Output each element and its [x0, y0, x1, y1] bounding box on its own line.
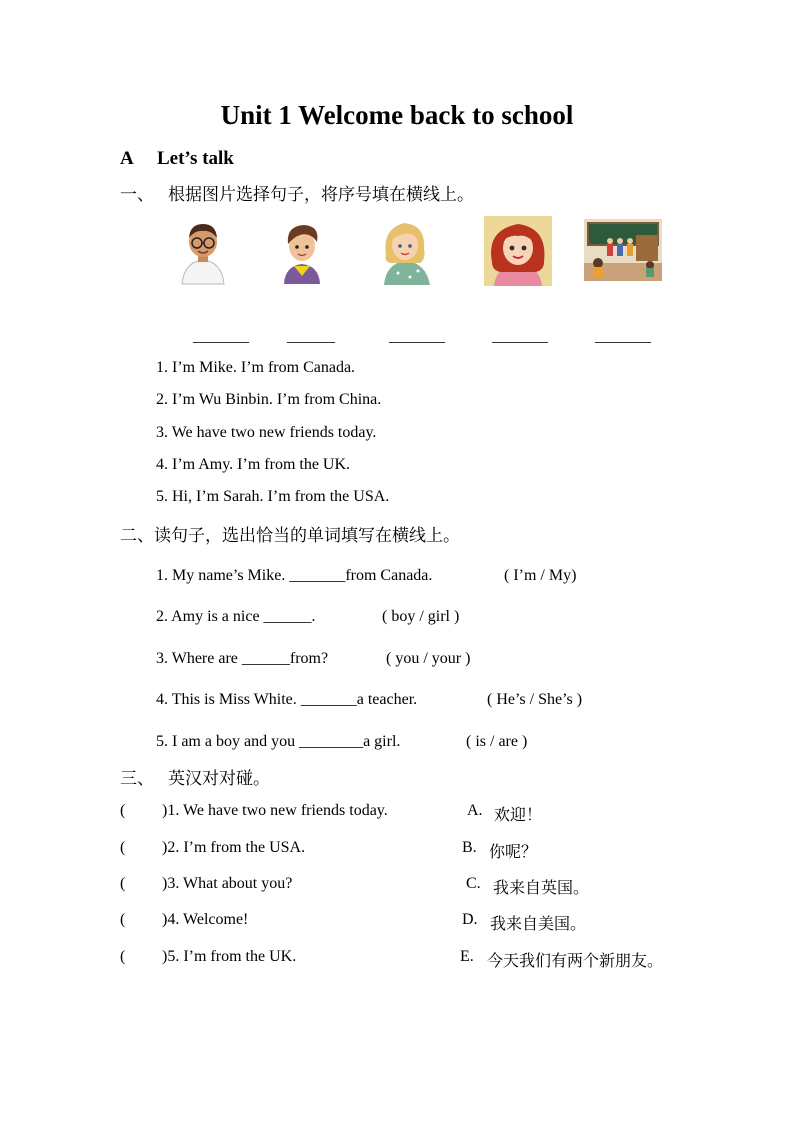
girl-amy-icon: [376, 215, 436, 285]
answer-blank-1[interactable]: _______: [193, 328, 249, 345]
fill-sentence: 1. My name’s Mike. _______from Canada.: [156, 567, 433, 584]
list-item: 2. I’m Wu Binbin. I’m from China.: [156, 391, 382, 408]
answer-blank-2[interactable]: ______: [287, 328, 335, 345]
word-options: ( I’m / My): [504, 567, 577, 584]
list-item: 5. Hi, I’m Sarah. I’m from the USA.: [156, 488, 390, 505]
section2-heading: 二、读句子，选出恰当的单词填写在横线上。: [120, 526, 460, 546]
list-item: 3. We have two new friends today.: [156, 424, 377, 441]
classroom-icon: [584, 219, 662, 281]
match-english: )3. What about you?: [162, 875, 293, 892]
match-chinese: 我来自英国。: [493, 878, 590, 897]
match-letter: C.: [466, 875, 481, 892]
boy-mike-icon: [178, 218, 228, 286]
match-english: )1. We have two new friends today.: [162, 802, 388, 819]
match-chinese: 今天我们有两个新朋友。: [487, 951, 664, 970]
match-paren[interactable]: (: [120, 875, 126, 892]
match-english: )5. I’m from the UK.: [162, 948, 297, 965]
fill-sentence: 4. This is Miss White. _______a teacher.: [156, 691, 418, 708]
word-options: ( is / are ): [466, 733, 528, 750]
page-title: Unit 1 Welcome back to school: [220, 100, 574, 130]
word-options: ( He’s / She’s ): [487, 691, 583, 708]
section3-number: 三、: [120, 769, 154, 789]
match-paren[interactable]: (: [120, 911, 126, 928]
boy-wu-binbin-icon: [280, 220, 324, 284]
fill-sentence: 5. I am a boy and you ________a girl.: [156, 733, 401, 750]
match-chinese: 你呢？: [489, 842, 538, 861]
answer-blank-3[interactable]: _______: [389, 328, 445, 345]
match-paren[interactable]: (: [120, 948, 126, 965]
match-letter: A.: [467, 802, 483, 819]
answer-blank-5[interactable]: _______: [595, 328, 651, 345]
match-chinese: 欢迎！: [494, 805, 543, 824]
match-english: )4. Welcome!: [162, 911, 249, 928]
match-paren[interactable]: (: [120, 802, 126, 819]
subtitle-letter: A: [120, 148, 134, 169]
girl-sarah-icon: [484, 216, 552, 286]
section3-heading: 英汉对对碰。: [168, 769, 270, 789]
match-chinese: 我来自美国。: [490, 914, 587, 933]
list-item: 1. I’m Mike. I’m from Canada.: [156, 359, 356, 376]
section1-heading: 根据图片选择句子，将序号填在横线上。: [168, 185, 474, 205]
match-letter: B.: [462, 839, 477, 856]
match-english: )2. I’m from the USA.: [162, 839, 306, 856]
answer-blank-4[interactable]: _______: [492, 328, 548, 345]
match-paren[interactable]: (: [120, 839, 126, 856]
fill-sentence: 2. Amy is a nice ______.: [156, 608, 316, 625]
word-options: ( boy / girl ): [382, 608, 460, 625]
fill-sentence: 3. Where are ______from?: [156, 650, 329, 667]
word-options: ( you / your ): [386, 650, 471, 667]
match-letter: E.: [460, 948, 474, 965]
match-letter: D.: [462, 911, 478, 928]
list-item: 4. I’m Amy. I’m from the UK.: [156, 456, 351, 473]
section1-number: 一、: [120, 185, 154, 205]
subtitle-text: Let’s talk: [157, 148, 234, 169]
